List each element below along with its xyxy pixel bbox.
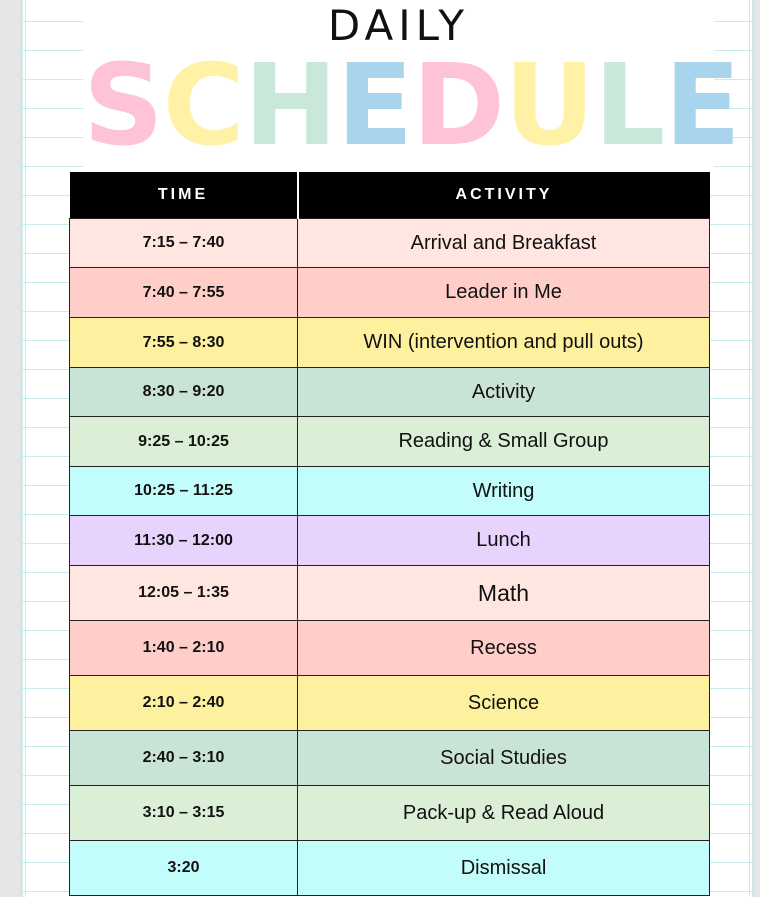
row-activity: Activity <box>298 368 710 417</box>
table-row <box>70 268 710 318</box>
title-letter: L <box>594 41 665 171</box>
row-activity: Science <box>298 676 710 731</box>
title-letter: D <box>412 41 505 171</box>
row-activity: Lunch <box>298 516 710 566</box>
row-activity: Math <box>298 566 710 621</box>
title-letter: E <box>336 41 413 171</box>
title-letter: C <box>162 41 244 171</box>
title-letter: S <box>83 41 163 171</box>
schedule-body <box>70 219 710 896</box>
row-activity: Recess <box>298 621 710 676</box>
header-activity: ACTIVITY <box>298 172 710 219</box>
title-letter: U <box>504 41 595 171</box>
row-time: 7:40 – 7:55 <box>70 268 298 318</box>
row-time: 7:55 – 8:30 <box>70 318 298 368</box>
row-time: 2:40 – 3:10 <box>70 731 298 786</box>
row-time: 9:25 – 10:25 <box>70 417 298 467</box>
row-activity: WIN (intervention and pull outs) <box>298 318 710 368</box>
table-row <box>70 676 710 731</box>
row-time: 2:10 – 2:40 <box>70 676 298 731</box>
table-row <box>70 516 710 566</box>
schedule-page <box>21 0 754 897</box>
title-schedule <box>83 41 740 171</box>
page-edge-line-left <box>25 0 26 897</box>
table-row <box>70 368 710 417</box>
table-row <box>70 318 710 368</box>
title-daily: DAILY <box>327 1 470 50</box>
title-area <box>83 0 740 172</box>
row-time: 11:30 – 12:00 <box>70 516 298 566</box>
row-time: 3:20 <box>70 841 298 896</box>
row-activity: Writing <box>298 467 710 516</box>
row-time: 3:10 – 3:15 <box>70 786 298 841</box>
page-edge-line-right <box>749 0 750 897</box>
table-row <box>70 841 710 896</box>
table-row <box>70 219 710 268</box>
row-time: 8:30 – 9:20 <box>70 368 298 417</box>
table-row <box>70 621 710 676</box>
header-time: TIME <box>70 172 298 219</box>
table-row <box>70 467 710 516</box>
table-row <box>70 417 710 467</box>
row-activity: Pack-up & Read Aloud <box>298 786 710 841</box>
row-time: 7:15 – 7:40 <box>70 219 298 268</box>
row-time: 12:05 – 1:35 <box>70 566 298 621</box>
row-activity: Dismissal <box>298 841 710 896</box>
table-row <box>70 566 710 621</box>
table-row <box>70 731 710 786</box>
row-activity: Leader in Me <box>298 268 710 318</box>
row-activity: Social Studies <box>298 731 710 786</box>
table-header-row <box>70 172 710 219</box>
title-letter: H <box>243 41 337 171</box>
row-time: 10:25 – 11:25 <box>70 467 298 516</box>
row-activity: Reading & Small Group <box>298 417 710 467</box>
table-row <box>70 786 710 841</box>
title-letter: E <box>664 41 740 171</box>
row-time: 1:40 – 2:10 <box>70 621 298 676</box>
row-activity: Arrival and Breakfast <box>298 219 710 268</box>
schedule-table <box>69 172 710 896</box>
